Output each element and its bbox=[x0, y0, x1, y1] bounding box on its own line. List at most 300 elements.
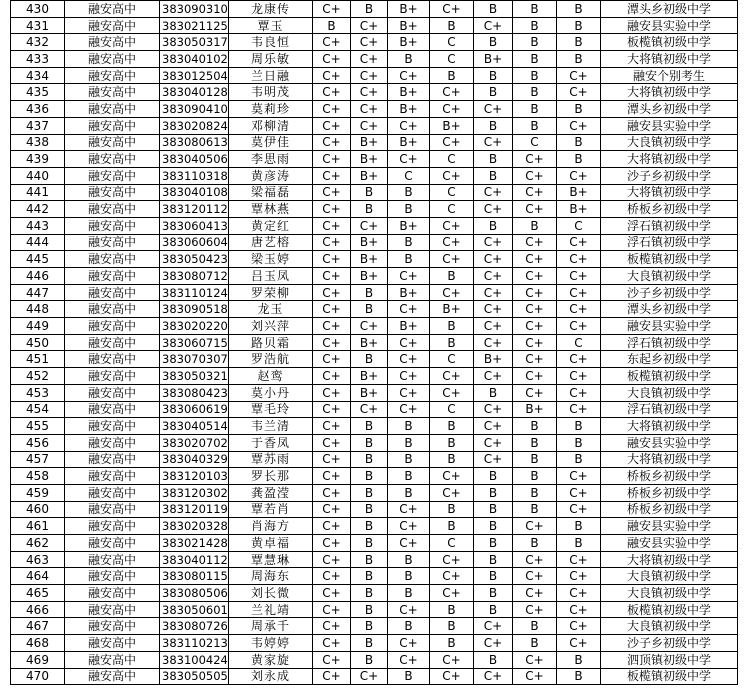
grade-cell: C+ bbox=[388, 334, 430, 351]
grade-cell: C+ bbox=[513, 167, 557, 184]
grade-cell: C+ bbox=[388, 401, 430, 418]
grade-cell: C+ bbox=[351, 401, 388, 418]
grade-cell: C+ bbox=[430, 1, 474, 18]
row-number-cell: 446 bbox=[11, 268, 65, 285]
middle-school-cell: 桥板乡初级中学 bbox=[601, 501, 738, 518]
grade-cell: C+ bbox=[513, 384, 557, 401]
grade-cell: C+ bbox=[388, 351, 430, 368]
student-name-cell: 覃毛玲 bbox=[229, 401, 313, 418]
grade-cell: C bbox=[557, 334, 601, 351]
grade-cell: C+ bbox=[313, 34, 351, 51]
student-name-cell: 罗荣柳 bbox=[229, 284, 313, 301]
grade-cell: C bbox=[513, 134, 557, 151]
grade-cell: B bbox=[388, 668, 430, 685]
grade-cell: B bbox=[474, 1, 513, 18]
grade-cell: C+ bbox=[351, 51, 388, 68]
grade-cell: C+ bbox=[474, 334, 513, 351]
student-name-cell: 兰日融 bbox=[229, 67, 313, 84]
exam-id-cell: 383080613 bbox=[160, 134, 229, 151]
row-number-cell: 454 bbox=[11, 401, 65, 418]
table-row bbox=[11, 134, 738, 151]
grade-cell: B bbox=[430, 518, 474, 535]
grade-cell: B bbox=[513, 1, 557, 18]
grade-cell: C+ bbox=[351, 318, 388, 335]
grade-cell: B bbox=[351, 651, 388, 668]
grade-cell: B bbox=[513, 635, 557, 652]
middle-school-cell: 大良镇初级中学 bbox=[601, 618, 738, 635]
student-name-cell: 梁福磊 bbox=[229, 184, 313, 201]
grade-cell: C+ bbox=[430, 251, 474, 268]
grade-cell: B bbox=[351, 585, 388, 602]
table-row bbox=[11, 301, 738, 318]
grade-cell: C+ bbox=[388, 117, 430, 134]
middle-school-cell: 浮石镇初级中学 bbox=[601, 234, 738, 251]
school-cell: 融安高中 bbox=[65, 518, 160, 535]
exam-id-cell: 383040108 bbox=[160, 184, 229, 201]
student-name-cell: 莫小丹 bbox=[229, 384, 313, 401]
exam-id-cell: 383021428 bbox=[160, 535, 229, 552]
grade-cell: C+ bbox=[430, 284, 474, 301]
grade-cell: B bbox=[313, 17, 351, 34]
grade-cell: C+ bbox=[557, 618, 601, 635]
grade-cell: B bbox=[351, 635, 388, 652]
student-name-cell: 黄卓福 bbox=[229, 535, 313, 552]
row-number-cell: 431 bbox=[11, 17, 65, 34]
middle-school-cell: 泗顶镇初级中学 bbox=[601, 651, 738, 668]
table-row bbox=[11, 368, 738, 385]
row-number-cell: 456 bbox=[11, 434, 65, 451]
exam-id-cell: 383050601 bbox=[160, 601, 229, 618]
row-number-cell: 439 bbox=[11, 151, 65, 168]
table-row bbox=[11, 101, 738, 118]
exam-id-cell: 383080712 bbox=[160, 268, 229, 285]
grade-cell: C+ bbox=[557, 251, 601, 268]
grade-cell: C+ bbox=[474, 101, 513, 118]
school-cell: 融安高中 bbox=[65, 401, 160, 418]
table-row bbox=[11, 67, 738, 84]
grade-cell: B+ bbox=[430, 301, 474, 318]
middle-school-cell: 大将镇初级中学 bbox=[601, 418, 738, 435]
exam-id-cell: 383110318 bbox=[160, 167, 229, 184]
grade-cell: B bbox=[351, 535, 388, 552]
row-number-cell: 448 bbox=[11, 301, 65, 318]
grade-cell: B+ bbox=[351, 334, 388, 351]
grade-cell: C+ bbox=[513, 151, 557, 168]
grade-cell: C+ bbox=[430, 668, 474, 685]
grade-cell: C+ bbox=[513, 318, 557, 335]
exam-id-cell: 383060413 bbox=[160, 217, 229, 234]
grade-cell: B bbox=[351, 618, 388, 635]
admission-table bbox=[10, 0, 738, 685]
middle-school-cell: 大将镇初级中学 bbox=[601, 51, 738, 68]
grade-cell: C+ bbox=[513, 201, 557, 218]
grade-cell: B bbox=[351, 451, 388, 468]
school-cell: 融安高中 bbox=[65, 501, 160, 518]
school-cell: 融安高中 bbox=[65, 284, 160, 301]
grade-cell: B bbox=[351, 351, 388, 368]
school-cell: 融安高中 bbox=[65, 535, 160, 552]
grade-cell: B bbox=[430, 434, 474, 451]
grade-cell: B bbox=[430, 635, 474, 652]
row-number-cell: 447 bbox=[11, 284, 65, 301]
table-body bbox=[11, 1, 738, 685]
middle-school-cell: 大将镇初级中学 bbox=[601, 451, 738, 468]
school-cell: 融安高中 bbox=[65, 217, 160, 234]
middle-school-cell: 潭头乡初级中学 bbox=[601, 101, 738, 118]
exam-id-cell: 383090310 bbox=[160, 1, 229, 18]
student-name-cell: 覃林燕 bbox=[229, 201, 313, 218]
student-name-cell: 黄彦涛 bbox=[229, 167, 313, 184]
middle-school-cell: 板榄镇初级中学 bbox=[601, 251, 738, 268]
grade-cell: B bbox=[388, 184, 430, 201]
school-cell: 融安高中 bbox=[65, 34, 160, 51]
middle-school-cell: 融安县实验中学 bbox=[601, 518, 738, 535]
row-number-cell: 468 bbox=[11, 635, 65, 652]
grade-cell: C+ bbox=[388, 601, 430, 618]
grade-cell: B+ bbox=[557, 184, 601, 201]
grade-cell: B bbox=[430, 618, 474, 635]
student-name-cell: 韦兰清 bbox=[229, 418, 313, 435]
student-name-cell: 梁玉婷 bbox=[229, 251, 313, 268]
grade-cell: B+ bbox=[351, 368, 388, 385]
grade-cell: B bbox=[388, 201, 430, 218]
grade-cell: C+ bbox=[557, 585, 601, 602]
grade-cell: B bbox=[474, 84, 513, 101]
grade-cell: C bbox=[388, 167, 430, 184]
grade-cell: C+ bbox=[388, 384, 430, 401]
row-number-cell: 451 bbox=[11, 351, 65, 368]
exam-id-cell: 383080115 bbox=[160, 568, 229, 585]
table-row bbox=[11, 84, 738, 101]
middle-school-cell: 板榄镇初级中学 bbox=[601, 601, 738, 618]
grade-cell: C+ bbox=[557, 368, 601, 385]
grade-cell: B bbox=[351, 1, 388, 18]
grade-cell: B+ bbox=[388, 217, 430, 234]
student-name-cell: 路贝霜 bbox=[229, 334, 313, 351]
grade-cell: B bbox=[474, 67, 513, 84]
school-cell: 融安高中 bbox=[65, 484, 160, 501]
grade-cell: B bbox=[430, 17, 474, 34]
middle-school-cell: 大将镇初级中学 bbox=[601, 551, 738, 568]
school-cell: 融安高中 bbox=[65, 167, 160, 184]
grade-cell: B bbox=[513, 434, 557, 451]
school-cell: 融安高中 bbox=[65, 434, 160, 451]
grade-cell: C+ bbox=[313, 651, 351, 668]
grade-cell: C+ bbox=[351, 117, 388, 134]
school-cell: 融安高中 bbox=[65, 268, 160, 285]
grade-cell: C+ bbox=[474, 318, 513, 335]
row-number-cell: 467 bbox=[11, 618, 65, 635]
grade-cell: B bbox=[557, 34, 601, 51]
school-cell: 融安高中 bbox=[65, 601, 160, 618]
grade-cell: B bbox=[474, 501, 513, 518]
row-number-cell: 465 bbox=[11, 585, 65, 602]
grade-cell: C+ bbox=[313, 585, 351, 602]
grade-cell: C+ bbox=[474, 434, 513, 451]
row-number-cell: 458 bbox=[11, 468, 65, 485]
grade-cell: C+ bbox=[474, 401, 513, 418]
grade-cell: C+ bbox=[430, 585, 474, 602]
grade-cell: C+ bbox=[513, 284, 557, 301]
grade-cell: C+ bbox=[474, 234, 513, 251]
row-number-cell: 438 bbox=[11, 134, 65, 151]
grade-cell: C+ bbox=[474, 301, 513, 318]
grade-cell: B bbox=[351, 434, 388, 451]
table-row bbox=[11, 117, 738, 134]
table-row bbox=[11, 535, 738, 552]
grade-cell: C+ bbox=[513, 518, 557, 535]
grade-cell: C+ bbox=[557, 351, 601, 368]
grade-cell: B bbox=[474, 585, 513, 602]
school-cell: 融安高中 bbox=[65, 318, 160, 335]
student-name-cell: 邓柳清 bbox=[229, 117, 313, 134]
row-number-cell: 441 bbox=[11, 184, 65, 201]
middle-school-cell: 大良镇初级中学 bbox=[601, 384, 738, 401]
grade-cell: B bbox=[513, 84, 557, 101]
grade-cell: B bbox=[557, 1, 601, 18]
grade-cell: B+ bbox=[388, 101, 430, 118]
student-name-cell: 刘长微 bbox=[229, 585, 313, 602]
student-name-cell: 罗长那 bbox=[229, 468, 313, 485]
grade-cell: B bbox=[474, 568, 513, 585]
grade-cell: B bbox=[351, 501, 388, 518]
student-name-cell: 周承千 bbox=[229, 618, 313, 635]
grade-cell: B bbox=[388, 418, 430, 435]
table-row bbox=[11, 635, 738, 652]
exam-id-cell: 383040102 bbox=[160, 51, 229, 68]
school-cell: 融安高中 bbox=[65, 117, 160, 134]
grade-cell: C+ bbox=[557, 117, 601, 134]
exam-id-cell: 383090410 bbox=[160, 101, 229, 118]
grade-cell: C+ bbox=[474, 251, 513, 268]
grade-cell: C+ bbox=[430, 384, 474, 401]
row-number-cell: 464 bbox=[11, 568, 65, 585]
middle-school-cell: 融安县实验中学 bbox=[601, 318, 738, 335]
grade-cell: C+ bbox=[313, 284, 351, 301]
school-cell: 融安高中 bbox=[65, 67, 160, 84]
school-cell: 融安高中 bbox=[65, 468, 160, 485]
grade-cell: C+ bbox=[313, 384, 351, 401]
grade-cell: B bbox=[474, 34, 513, 51]
grade-cell: B bbox=[351, 484, 388, 501]
grade-cell: B bbox=[474, 484, 513, 501]
grade-cell: C+ bbox=[313, 318, 351, 335]
grade-cell: C+ bbox=[430, 217, 474, 234]
grade-cell: B bbox=[513, 451, 557, 468]
grade-cell: B bbox=[430, 451, 474, 468]
grade-cell: C+ bbox=[313, 618, 351, 635]
table-row bbox=[11, 351, 738, 368]
school-cell: 融安高中 bbox=[65, 451, 160, 468]
middle-school-cell: 潭头乡初级中学 bbox=[601, 1, 738, 18]
grade-cell: C+ bbox=[313, 151, 351, 168]
table-row bbox=[11, 601, 738, 618]
grade-cell: B bbox=[557, 51, 601, 68]
grade-cell: B bbox=[474, 117, 513, 134]
grade-cell: C+ bbox=[351, 217, 388, 234]
student-name-cell: 覃慧琳 bbox=[229, 551, 313, 568]
student-name-cell: 刘兴萍 bbox=[229, 318, 313, 335]
grade-cell: B+ bbox=[351, 268, 388, 285]
exam-id-cell: 383021125 bbox=[160, 17, 229, 34]
exam-id-cell: 383020824 bbox=[160, 117, 229, 134]
row-number-cell: 434 bbox=[11, 67, 65, 84]
grade-cell: B bbox=[513, 618, 557, 635]
grade-cell: B bbox=[388, 618, 430, 635]
grade-cell: C+ bbox=[388, 501, 430, 518]
grade-cell: B bbox=[557, 134, 601, 151]
row-number-cell: 445 bbox=[11, 251, 65, 268]
row-number-cell: 469 bbox=[11, 651, 65, 668]
grade-cell: B bbox=[474, 551, 513, 568]
grade-cell: C+ bbox=[388, 67, 430, 84]
school-cell: 融安高中 bbox=[65, 368, 160, 385]
grade-cell: C+ bbox=[513, 551, 557, 568]
exam-id-cell: 383120112 bbox=[160, 201, 229, 218]
exam-id-cell: 383040506 bbox=[160, 151, 229, 168]
exam-id-cell: 383080506 bbox=[160, 585, 229, 602]
table-row bbox=[11, 568, 738, 585]
grade-cell: C+ bbox=[313, 268, 351, 285]
row-number-cell: 444 bbox=[11, 234, 65, 251]
exam-id-cell: 383120103 bbox=[160, 468, 229, 485]
middle-school-cell: 沙子乡初级中学 bbox=[601, 284, 738, 301]
grade-cell: C+ bbox=[513, 351, 557, 368]
grade-cell: C+ bbox=[513, 668, 557, 685]
school-cell: 融安高中 bbox=[65, 1, 160, 18]
middle-school-cell: 桥板乡初级中学 bbox=[601, 468, 738, 485]
grade-cell: B bbox=[351, 201, 388, 218]
grade-cell: B+ bbox=[351, 234, 388, 251]
exam-id-cell: 383110124 bbox=[160, 284, 229, 301]
grade-cell: C+ bbox=[313, 518, 351, 535]
row-number-cell: 450 bbox=[11, 334, 65, 351]
grade-cell: B bbox=[388, 484, 430, 501]
grade-cell: C+ bbox=[430, 167, 474, 184]
row-number-cell: 452 bbox=[11, 368, 65, 385]
grade-cell: C+ bbox=[430, 234, 474, 251]
student-name-cell: 李思雨 bbox=[229, 151, 313, 168]
grade-cell: B bbox=[430, 318, 474, 335]
middle-school-cell: 潭头乡初级中学 bbox=[601, 301, 738, 318]
school-cell: 融安高中 bbox=[65, 251, 160, 268]
row-number-cell: 453 bbox=[11, 384, 65, 401]
exam-id-cell: 383080423 bbox=[160, 384, 229, 401]
table-row bbox=[11, 384, 738, 401]
grade-cell: B bbox=[474, 151, 513, 168]
grade-cell: C+ bbox=[513, 334, 557, 351]
grade-cell: C+ bbox=[313, 468, 351, 485]
grade-cell: C+ bbox=[313, 351, 351, 368]
school-cell: 融安高中 bbox=[65, 234, 160, 251]
grade-cell: B bbox=[474, 601, 513, 618]
grade-cell: B bbox=[351, 468, 388, 485]
table-row bbox=[11, 618, 738, 635]
grade-cell: B+ bbox=[557, 201, 601, 218]
grade-cell: C+ bbox=[313, 251, 351, 268]
grade-cell: B bbox=[513, 67, 557, 84]
grade-cell: C+ bbox=[388, 268, 430, 285]
grade-cell: B bbox=[474, 384, 513, 401]
table-row bbox=[11, 17, 738, 34]
grade-cell: C+ bbox=[430, 468, 474, 485]
middle-school-cell: 沙子乡初级中学 bbox=[601, 635, 738, 652]
middle-school-cell: 融安个别考生 bbox=[601, 67, 738, 84]
grade-cell: C bbox=[557, 217, 601, 234]
grade-cell: C+ bbox=[474, 17, 513, 34]
grade-cell: B bbox=[557, 434, 601, 451]
student-name-cell: 赵鸾 bbox=[229, 368, 313, 385]
grade-cell: C bbox=[430, 51, 474, 68]
school-cell: 融安高中 bbox=[65, 651, 160, 668]
grade-cell: B bbox=[557, 17, 601, 34]
table-row bbox=[11, 468, 738, 485]
grade-cell: B bbox=[513, 484, 557, 501]
exam-id-cell: 383040514 bbox=[160, 418, 229, 435]
student-name-cell: 韦良恒 bbox=[229, 34, 313, 51]
row-number-cell: 443 bbox=[11, 217, 65, 234]
grade-cell: B bbox=[351, 601, 388, 618]
grade-cell: C+ bbox=[430, 551, 474, 568]
grade-cell: C+ bbox=[313, 668, 351, 685]
student-name-cell: 韦明茂 bbox=[229, 84, 313, 101]
middle-school-cell: 大将镇初级中学 bbox=[601, 184, 738, 201]
grade-cell: C bbox=[430, 184, 474, 201]
grade-cell: B+ bbox=[388, 1, 430, 18]
grade-cell: C+ bbox=[474, 618, 513, 635]
middle-school-cell: 融安县实验中学 bbox=[601, 17, 738, 34]
grade-cell: C+ bbox=[513, 251, 557, 268]
student-name-cell: 吕玉凤 bbox=[229, 268, 313, 285]
student-name-cell: 兰礼靖 bbox=[229, 601, 313, 618]
school-cell: 融安高中 bbox=[65, 151, 160, 168]
grade-cell: C+ bbox=[430, 568, 474, 585]
grade-cell: C+ bbox=[557, 601, 601, 618]
grade-cell: C+ bbox=[557, 468, 601, 485]
grade-cell: C+ bbox=[351, 34, 388, 51]
middle-school-cell: 板榄镇初级中学 bbox=[601, 34, 738, 51]
grade-cell: C+ bbox=[313, 535, 351, 552]
middle-school-cell: 东起乡初级中学 bbox=[601, 351, 738, 368]
grade-cell: C+ bbox=[557, 635, 601, 652]
grade-cell: C+ bbox=[313, 451, 351, 468]
grade-cell: C+ bbox=[474, 451, 513, 468]
exam-id-cell: 383060715 bbox=[160, 334, 229, 351]
grade-cell: B bbox=[430, 268, 474, 285]
exam-id-cell: 383050317 bbox=[160, 34, 229, 51]
grade-cell: B bbox=[513, 51, 557, 68]
grade-cell: B bbox=[557, 418, 601, 435]
grade-cell: C bbox=[430, 535, 474, 552]
row-number-cell: 463 bbox=[11, 551, 65, 568]
student-name-cell: 罗浩航 bbox=[229, 351, 313, 368]
grade-cell: B bbox=[351, 284, 388, 301]
grade-cell: B bbox=[557, 651, 601, 668]
grade-cell: C+ bbox=[557, 234, 601, 251]
grade-cell: C bbox=[430, 34, 474, 51]
grade-cell: C+ bbox=[557, 484, 601, 501]
middle-school-cell: 大良镇初级中学 bbox=[601, 568, 738, 585]
grade-cell: C+ bbox=[513, 301, 557, 318]
grade-cell: C+ bbox=[388, 518, 430, 535]
row-number-cell: 437 bbox=[11, 117, 65, 134]
grade-cell: B bbox=[351, 518, 388, 535]
middle-school-cell: 大良镇初级中学 bbox=[601, 134, 738, 151]
student-name-cell: 于香凤 bbox=[229, 434, 313, 451]
grade-cell: B bbox=[430, 418, 474, 435]
grade-cell: C+ bbox=[313, 635, 351, 652]
exam-id-cell: 383120302 bbox=[160, 484, 229, 501]
